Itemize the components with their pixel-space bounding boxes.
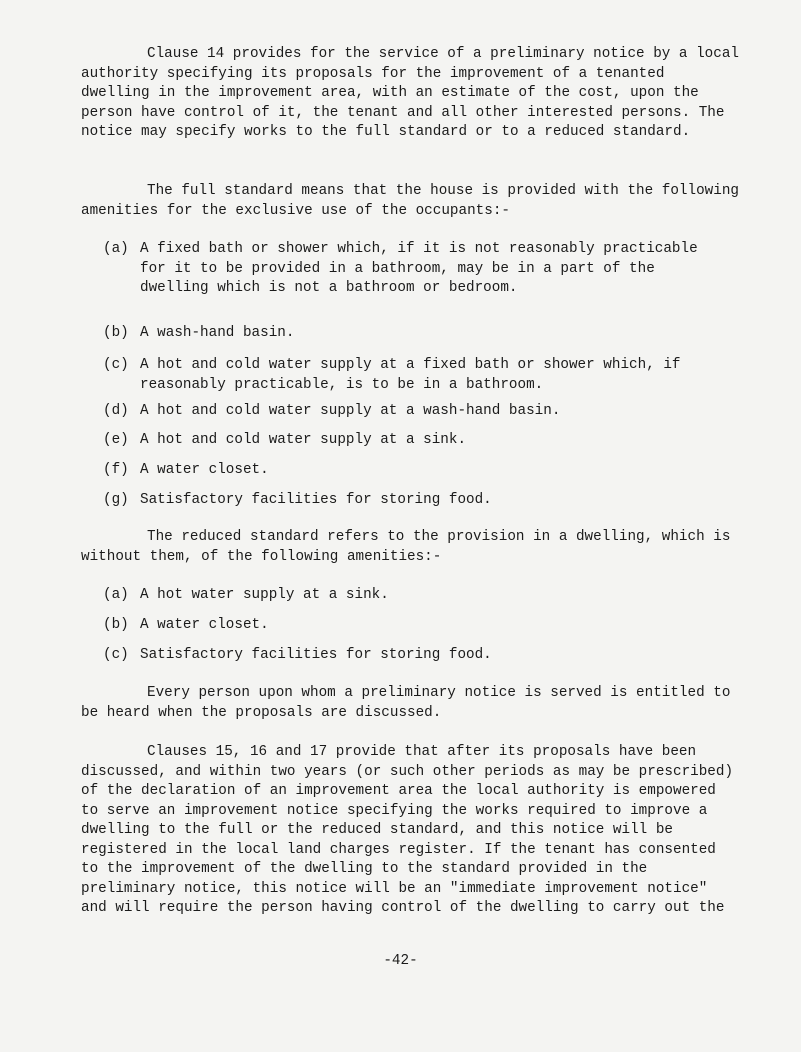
list-item: [103, 240, 723, 299]
list-item-label: (d): [103, 403, 129, 419]
list-item-text: Satisfactory facilities for storing food.: [140, 647, 492, 663]
list-item-text: A wash-hand basin.: [140, 325, 295, 341]
list-item-label: (c): [103, 647, 129, 663]
list-item-text: A water closet.: [140, 617, 269, 633]
list-item-label: (f): [103, 462, 129, 478]
list-item-text: A water closet.: [140, 462, 269, 478]
list-item-text: A hot and cold water supply at a fixed bath or shower which, if reasonably practicable, is to be in a bathroom.: [140, 357, 681, 393]
list-item-label: (e): [103, 432, 129, 448]
list-item-label: (b): [103, 325, 129, 341]
list-item-label: (a): [103, 241, 129, 257]
list-item: [103, 646, 723, 666]
list-item: [103, 616, 723, 636]
list-item: [103, 431, 723, 451]
page-number: -42-: [383, 953, 418, 969]
paragraph-full-standard: The full standard means that the house is provided with the following amenities for the exclusive use of the occupants:-: [81, 183, 739, 219]
list-item: [103, 356, 723, 395]
list-item: [103, 491, 723, 511]
paragraph-clauses-15-17: Clauses 15, 16 and 17 provide that after its proposals have been discussed, and within two years (or such other periods as may be prescribed) of the declaration of an improvement area the local authority is empowered to serve an improvement notice specifying the works required to improve a dwelling to the full or the reduced standard, and this notice will be registered in the local land charges register. If the tenant has consented to the improvement of the dwelling to the standard provided in the preliminary notice, this notice will be an "immediate improvement notice" and will require the person having control of the dwelling to carry out the: [81, 744, 734, 916]
list-item-text: Satisfactory facilities for storing food.: [140, 492, 492, 508]
paragraph-clause-14: Clause 14 provides for the service of a preliminary notice by a local authority specifying its proposals for the improvement of a tenanted dwelling in the improvement area, with an estimate of the cost, upon the person have control of it, the tenant and all other interested persons. The notice may specify works to the full standard or to a reduced standard.: [81, 46, 739, 140]
list-item: [103, 324, 723, 344]
list-item: [103, 586, 723, 606]
list-item-text: A fixed bath or shower which, if it is not reasonably practicable for it to be provided in a bathroom, may be in a part of the dwelling which is not a bathroom or bedroom.: [140, 241, 698, 296]
paragraph-right-to-be-heard: Every person upon whom a preliminary notice is served is entitled to be heard when the proposals are discussed.: [81, 685, 731, 721]
list-item-label: (c): [103, 357, 129, 373]
list-item-label: (b): [103, 617, 129, 633]
list-item-text: A hot water supply at a sink.: [140, 587, 389, 603]
list-item-label: (a): [103, 587, 129, 603]
paragraph-reduced-standard: The reduced standard refers to the provision in a dwelling, which is without them, of the following amenities:-: [81, 529, 731, 565]
list-item: [103, 461, 723, 481]
list-item-text: A hot and cold water supply at a wash-hand basin.: [140, 403, 561, 419]
list-item: [103, 402, 723, 422]
list-item-text: A hot and cold water supply at a sink.: [140, 432, 467, 448]
list-item-label: (g): [103, 492, 129, 508]
